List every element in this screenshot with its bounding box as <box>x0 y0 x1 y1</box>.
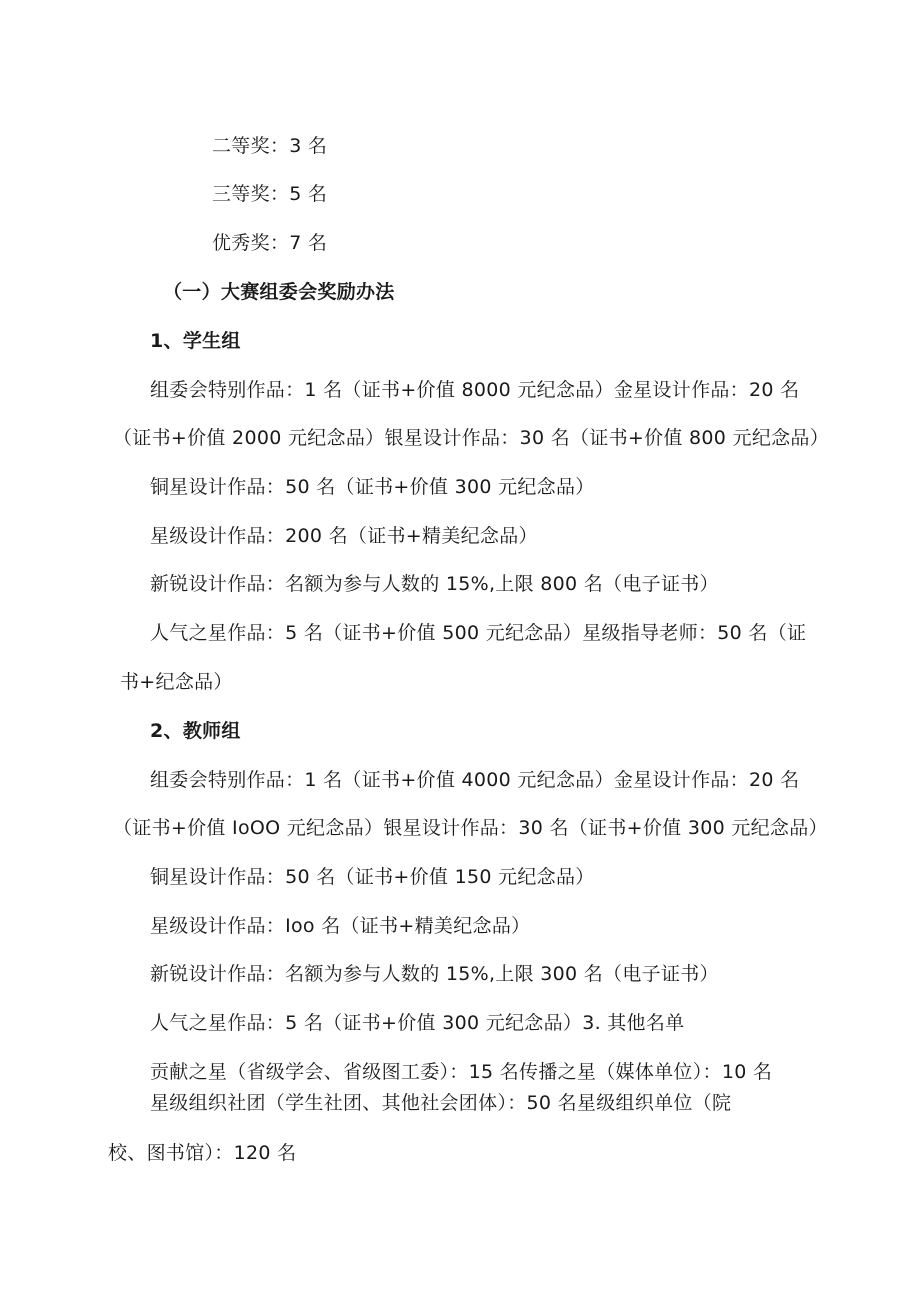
paragraph-line: 新锐设计作品：名额为参与人数的 15%,上限 300 名（电子证书） <box>150 963 719 985</box>
paragraph-line: 新锐设计作品：名额为参与人数的 15%,上限 800 名（电子证书） <box>150 573 719 595</box>
paragraph-line: 星级设计作品：200 名（证书+精美纪念品） <box>150 525 538 547</box>
subsection-heading-teacher-group: 2、教师组 <box>150 720 241 742</box>
award-line-third-prize: 三等奖：5 名 <box>212 183 328 205</box>
paragraph-line: （证书+价值 IoOO 元纪念品）银星设计作品：30 名（证书+价值 300 元纪念品） <box>113 817 828 839</box>
paragraph-line: 校、图书馆）：120 名 <box>108 1142 297 1164</box>
paragraph-line: 组委会特别作品：1 名（证书+价值 8000 元纪念品）金星设计作品：20 名 <box>150 379 800 401</box>
section-heading-committee-awards: （一）大赛组委会奖励办法 <box>163 281 395 303</box>
paragraph-line: （证书+价值 2000 元纪念品）银星设计作品：30 名（证书+价值 800 元纪念品） <box>113 427 830 449</box>
paragraph-line: 书+纪念品） <box>120 671 233 693</box>
award-line-excellence-prize: 优秀奖：7 名 <box>212 232 328 254</box>
paragraph-line: 铜星设计作品：50 名（证书+价值 300 元纪念品） <box>150 476 595 498</box>
subsection-heading-student-group: 1、学生组 <box>150 330 241 352</box>
paragraph-line: 人气之星作品：5 名（证书+价值 300 元纪念品）3. 其他名单 <box>150 1012 685 1034</box>
paragraph-line: 人气之星作品：5 名（证书+价值 500 元纪念品）星级指导老师：50 名（证 <box>150 622 807 644</box>
paragraph-line: 铜星设计作品：50 名（证书+价值 150 元纪念品） <box>150 866 595 888</box>
award-line-second-prize: 二等奖：3 名 <box>212 135 328 157</box>
paragraph-line: 组委会特别作品：1 名（证书+价值 4000 元纪念品）金星设计作品：20 名 <box>150 769 800 791</box>
paragraph-line: 星级组织社团（学生社团、其他社会团体）：50 名星级组织单位（院 <box>150 1092 732 1114</box>
paragraph-line: 贡献之星（省级学会、省级图工委）：15 名传播之星（媒体单位）：10 名 <box>150 1061 773 1083</box>
paragraph-line: 星级设计作品：Ioo 名（证书+精美纪念品） <box>150 915 531 937</box>
